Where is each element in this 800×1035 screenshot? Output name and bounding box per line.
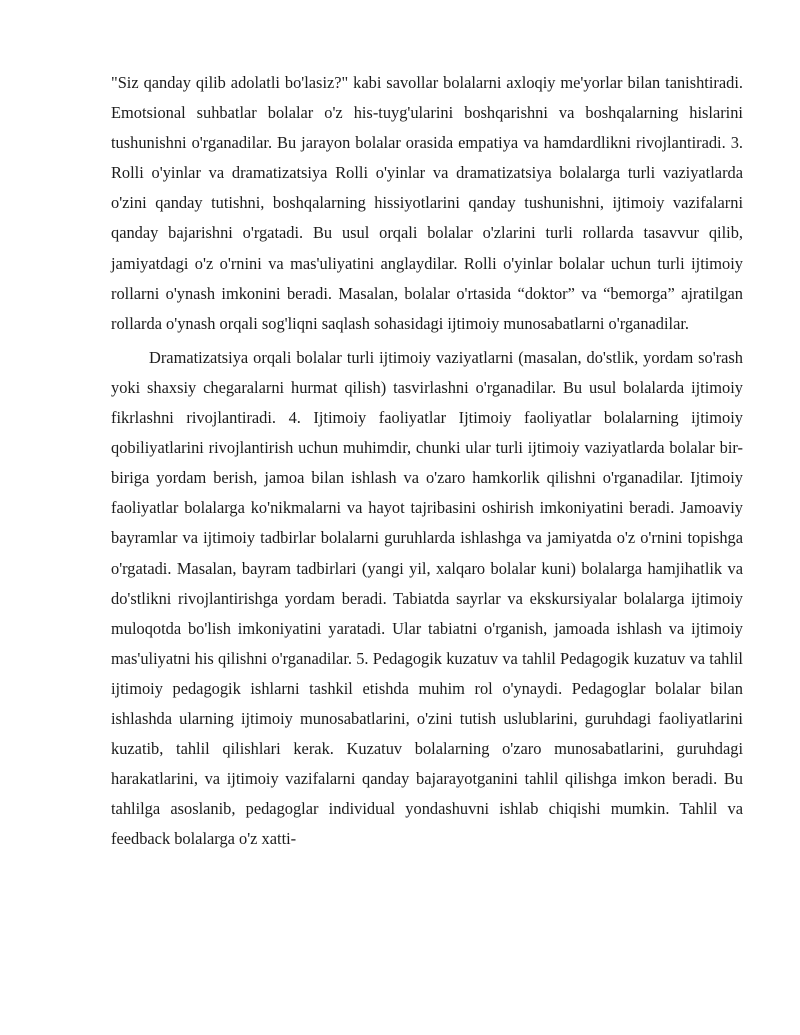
document-page [111, 68, 743, 854]
paragraph-2: Dramatizatsiya orqali bolalar turli ijtimoiy vaziyatlarni (masalan, do'stlik, yordam so'rash yoki shaxsiy chegaralarni hurmat qilish) tasvirlashni o'rganadilar. Bu usul bolalarda ijtimoiy fikrlashni rivojlantiradi. 4. Ijtimoiy faoliyatlar Ijtimoiy faoliyatlar bolalarning ijtimoiy qobiliyatlarini rivojlantirish uchun muhimdir, chunki ular turli ijtimoiy vaziyatlarda bolalar bir-biriga yordam berish, jamoa bilan ishlash va o'zaro hamkorlik qilishni o'rganadilar. Ijtimoiy faoliyatlar bolalarga ko'nikmalarni va hayot tajribasini oshirish imkoniyatini beradi. Jamoaviy bayramlar va ijtimoiy tadbirlar bolalarni guruhlarda ishlashga va jamiyatda o'z o'rnini topishga o'rgatadi. Masalan, bayram tadbirlari (yangi yil, xalqaro bolalar kuni) bolalarga hamjihatlik va do'stlikni rivojlantirishga yordam beradi. Tabiatda sayrlar va ekskursiyalar bolalarga ijtimoiy muloqotda bo'lish imkoniyatini yaratadi. Ular tabiatni o'rganish, jamoada ishlash va ijtimoiy mas'uliyatni his qilishni o'rganadilar. 5. Pedagogik kuzatuv va tahlil Pedagogik kuzatuv va tahlil ijtimoiy pedagogik ishlarni tashkil etishda muhim rol o'ynaydi. Pedagoglar bolalar bilan ishlashda ularning ijtimoiy munosabatlarini, o'zini tutish uslublarini, guruhdagi faoliyatlarini kuzatib, tahlil qilishlari kerak. Kuzatuv bolalarning o'zaro munosabatlarini, guruhdagi harakatlarini, va ijtimoiy vazifalarni qanday bajarayotganini tahlil qilishga imkon beradi. Bu tahlilga asoslanib, pedagoglar individual yondashuvni ishlab chiqishi mumkin. Tahlil va feedback bolalarga o'z xatti- [111, 347, 743, 849]
paragraph-1: "Siz qanday qilib adolatli bo'lasiz?" kabi savollar bolalarni axloqiy me'yorlar bilan tanishtiradi. Emotsional suhbatlar bolalar o'z his-tuyg'ularini boshqarishni va boshqalarning hislarini tushunishni o'rganadilar. Bu jarayon bolalar orasida empatiya va hamdardlikni rivojlantiradi. 3. Rolli o'yinlar va dramatizatsiya Rolli o'yinlar va dramatizatsiya bolalarga turli vaziyatlarda o'zini qanday tutishni, boshqalarning hissiyotlarini qanday tushunishni, ijtimoiy vazifalarni qanday bajarishni o'rgatadi. Bu usul orqali bolalar o'zlarini turli rollarda tasavvur qilib, jamiyatdagi o'z o'rnini va mas'uliyatini anglaydilar. Rolli o'yinlar bolalar uchun turli ijtimoiy rollarni o'ynash imkonini beradi. Masalan, bolalar o'rtasida “doktor” va “bemorga” ajratilgan rollarda o'ynash orqali sog'liqni saqlash sohasidagi ijtimoiy munosabatlarni o'rganadilar. [111, 73, 743, 333]
